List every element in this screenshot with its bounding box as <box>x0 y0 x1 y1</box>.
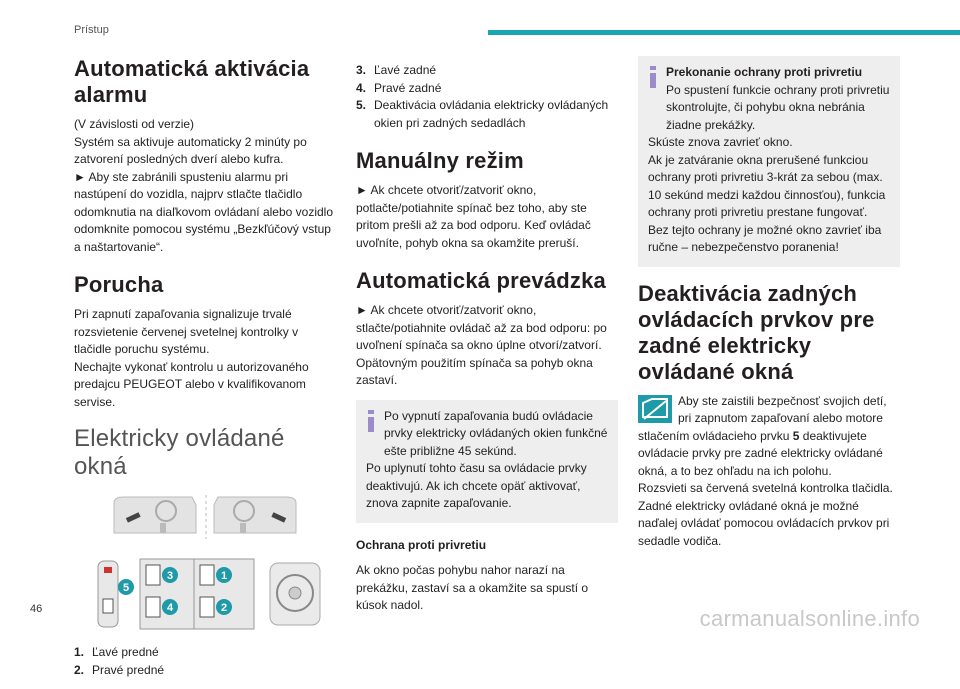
heading-deactivate-rear: Deaktivácia zadných ovládacích prvkov pre zadné elektricky ovládané okná <box>638 280 875 384</box>
list-item: 2. Pravé predné <box>74 662 165 677</box>
info-text: Po vypnutí zapaľovania budú ovládacie prvky elektricky ovládaných okien funkčné ešte približne 45 sekúnd. <box>384 408 608 458</box>
watermark: carmanualsonline.info <box>699 606 920 631</box>
list-item: 1. Ľavé predné <box>74 645 159 659</box>
column-right <box>638 56 900 560</box>
list-item: 4. Pravé zadné <box>356 80 442 95</box>
heading-alarm-activation: Automatická aktivácia alarmu <box>74 56 310 107</box>
car-doors-illustration <box>74 491 336 541</box>
info-icon <box>366 410 376 432</box>
svg-text:5: 5 <box>122 581 130 594</box>
switch-panel-illustration <box>74 553 336 633</box>
window-list-rear <box>356 62 618 132</box>
paragraph-alarm-auto: Systém sa aktivuje automaticky 2 minúty po zatvorení posledných dverí alebo kufra. <box>74 134 307 166</box>
info-text: Bez tejto ochrany je možné okno zavrieť iba ručne – nebezpečenstvo poranenia! <box>648 222 882 254</box>
info-icon <box>648 66 658 88</box>
heading-auto-mode: Automatická prevádzka <box>356 268 606 293</box>
column-middle <box>356 56 618 625</box>
info-text: Ak je zatváranie okna prerušené funkciou ochrany proti privretiu 3-krát za sebou (max. 10 sekúnd medzi každou činnosťou), funkcia ochrany proti privretiu prestane fungovať. <box>648 152 886 219</box>
svg-text:1: 1 <box>220 569 228 582</box>
svg-text:2: 2 <box>220 601 228 614</box>
heading-manual-mode: Manuálny režim <box>356 148 524 173</box>
svg-text:4: 4 <box>166 601 174 614</box>
info-text: Po uplynutí tohto času sa ovládacie prvky deaktivujú. Ak ich chcete opäť aktivovať, znova zapnite zapaľovanie. <box>366 461 587 510</box>
info-box-override <box>638 56 900 267</box>
list-item: 5. Deaktivácia ovládania elektricky ovládaných okien pri zadných sedadlách <box>356 98 609 130</box>
paragraph-fault-light: Pri zapnutí zapaľovania signalizuje trvalé rozsvietenie červenej svetelnej kontrolky v tlačidle poruchu systému. <box>74 307 299 356</box>
paragraph-manual-mode: ► Ak chcete otvoriť/zatvoriť okno, potlačte/potiahnite spínač bez toho, aby ste pritom prešli až za bod odporu. Keď ovládač uvoľníte, pohyb okna sa okamžite preruší. <box>356 183 591 250</box>
list-item: 3. Ľavé zadné <box>356 63 437 77</box>
paragraph-auto-mode: ► Ak chcete otvoriť/zatvoriť okno, stlačte/potiahnite ovládač až za bod odporu: po uvoľnení spínača sa okno úplne otvorí/zatvorí. Opätovným použitím spínača sa pohyb okna zastaví. <box>356 303 607 387</box>
window-list-front <box>74 644 336 679</box>
paragraph-version-note: (V závislosti od verzie) <box>74 117 195 131</box>
info-text: Skúste znova zavrieť okno. <box>648 135 793 149</box>
subheading-anti-pinch: Ochrana proti privretiu <box>356 537 487 552</box>
info-title: Prekonanie ochrany proti privretiu <box>666 65 863 79</box>
callout-badge-3 <box>162 567 178 583</box>
paragraph-deactivate: Aby ste zaistili bezpečnosť svojich detí, pri zapnutom zapaľovaní alebo motore stlačením ovládacieho prvku 5 deaktivujete ovládacie prvky pre zadné elektricky ovládané okná, a to bez ohľadu na ich polohu. <box>638 393 887 478</box>
deactivate-section <box>638 393 900 551</box>
info-box-ignition <box>356 400 618 523</box>
paragraph-alarm-unlock: ► Aby ste zabránili spusteniu alarmu pri nastúpení do vozidla, najprv stlačte tlačidlo odomknutia na diaľkovom ovládaní alebo vozidlo odomknite pomocou systému „Bezkľúčový vstup a naštartovanie“. <box>74 169 333 254</box>
callout-badge-5 <box>118 579 134 595</box>
paragraph-deactivate-light: Rozsvieti sa červená svetelná kontrolka tlačidla. Zadné elektricky ovládané okná je možné naďalej ovládať pomocou ovládacích prvkov pri sedadle vodiča. <box>638 481 893 548</box>
callout-badge-4 <box>162 599 178 615</box>
header-section-title: Prístup <box>74 24 109 36</box>
child-lock-window-icon <box>638 395 672 423</box>
svg-text:3: 3 <box>166 569 174 582</box>
info-text: Po spustení funkcie ochrany proti privretiu skontrolujte, či pohybu okna nebránia žiadne prekážky. <box>666 82 890 132</box>
heading-fault: Porucha <box>74 272 164 297</box>
heading-electric-windows: Elektricky ovládané okná <box>74 425 285 480</box>
paragraph-anti-pinch: Ak okno počas pohybu nahor narazí na prekážku, zastaví sa a okamžite sa spustí o kúsok nadol. <box>356 563 589 612</box>
callout-badge-2 <box>216 599 232 615</box>
header-accent-bar <box>488 30 960 35</box>
paragraph-fault-service: Nechajte vykonať kontrolu u autorizovaného predajcu PEUGEOT alebo v kvalifikovanom servise. <box>74 359 309 409</box>
window-controls-figure <box>74 491 336 638</box>
callout-badge-1 <box>216 567 232 583</box>
page-number: 46 <box>30 603 43 615</box>
column-left <box>74 56 336 689</box>
